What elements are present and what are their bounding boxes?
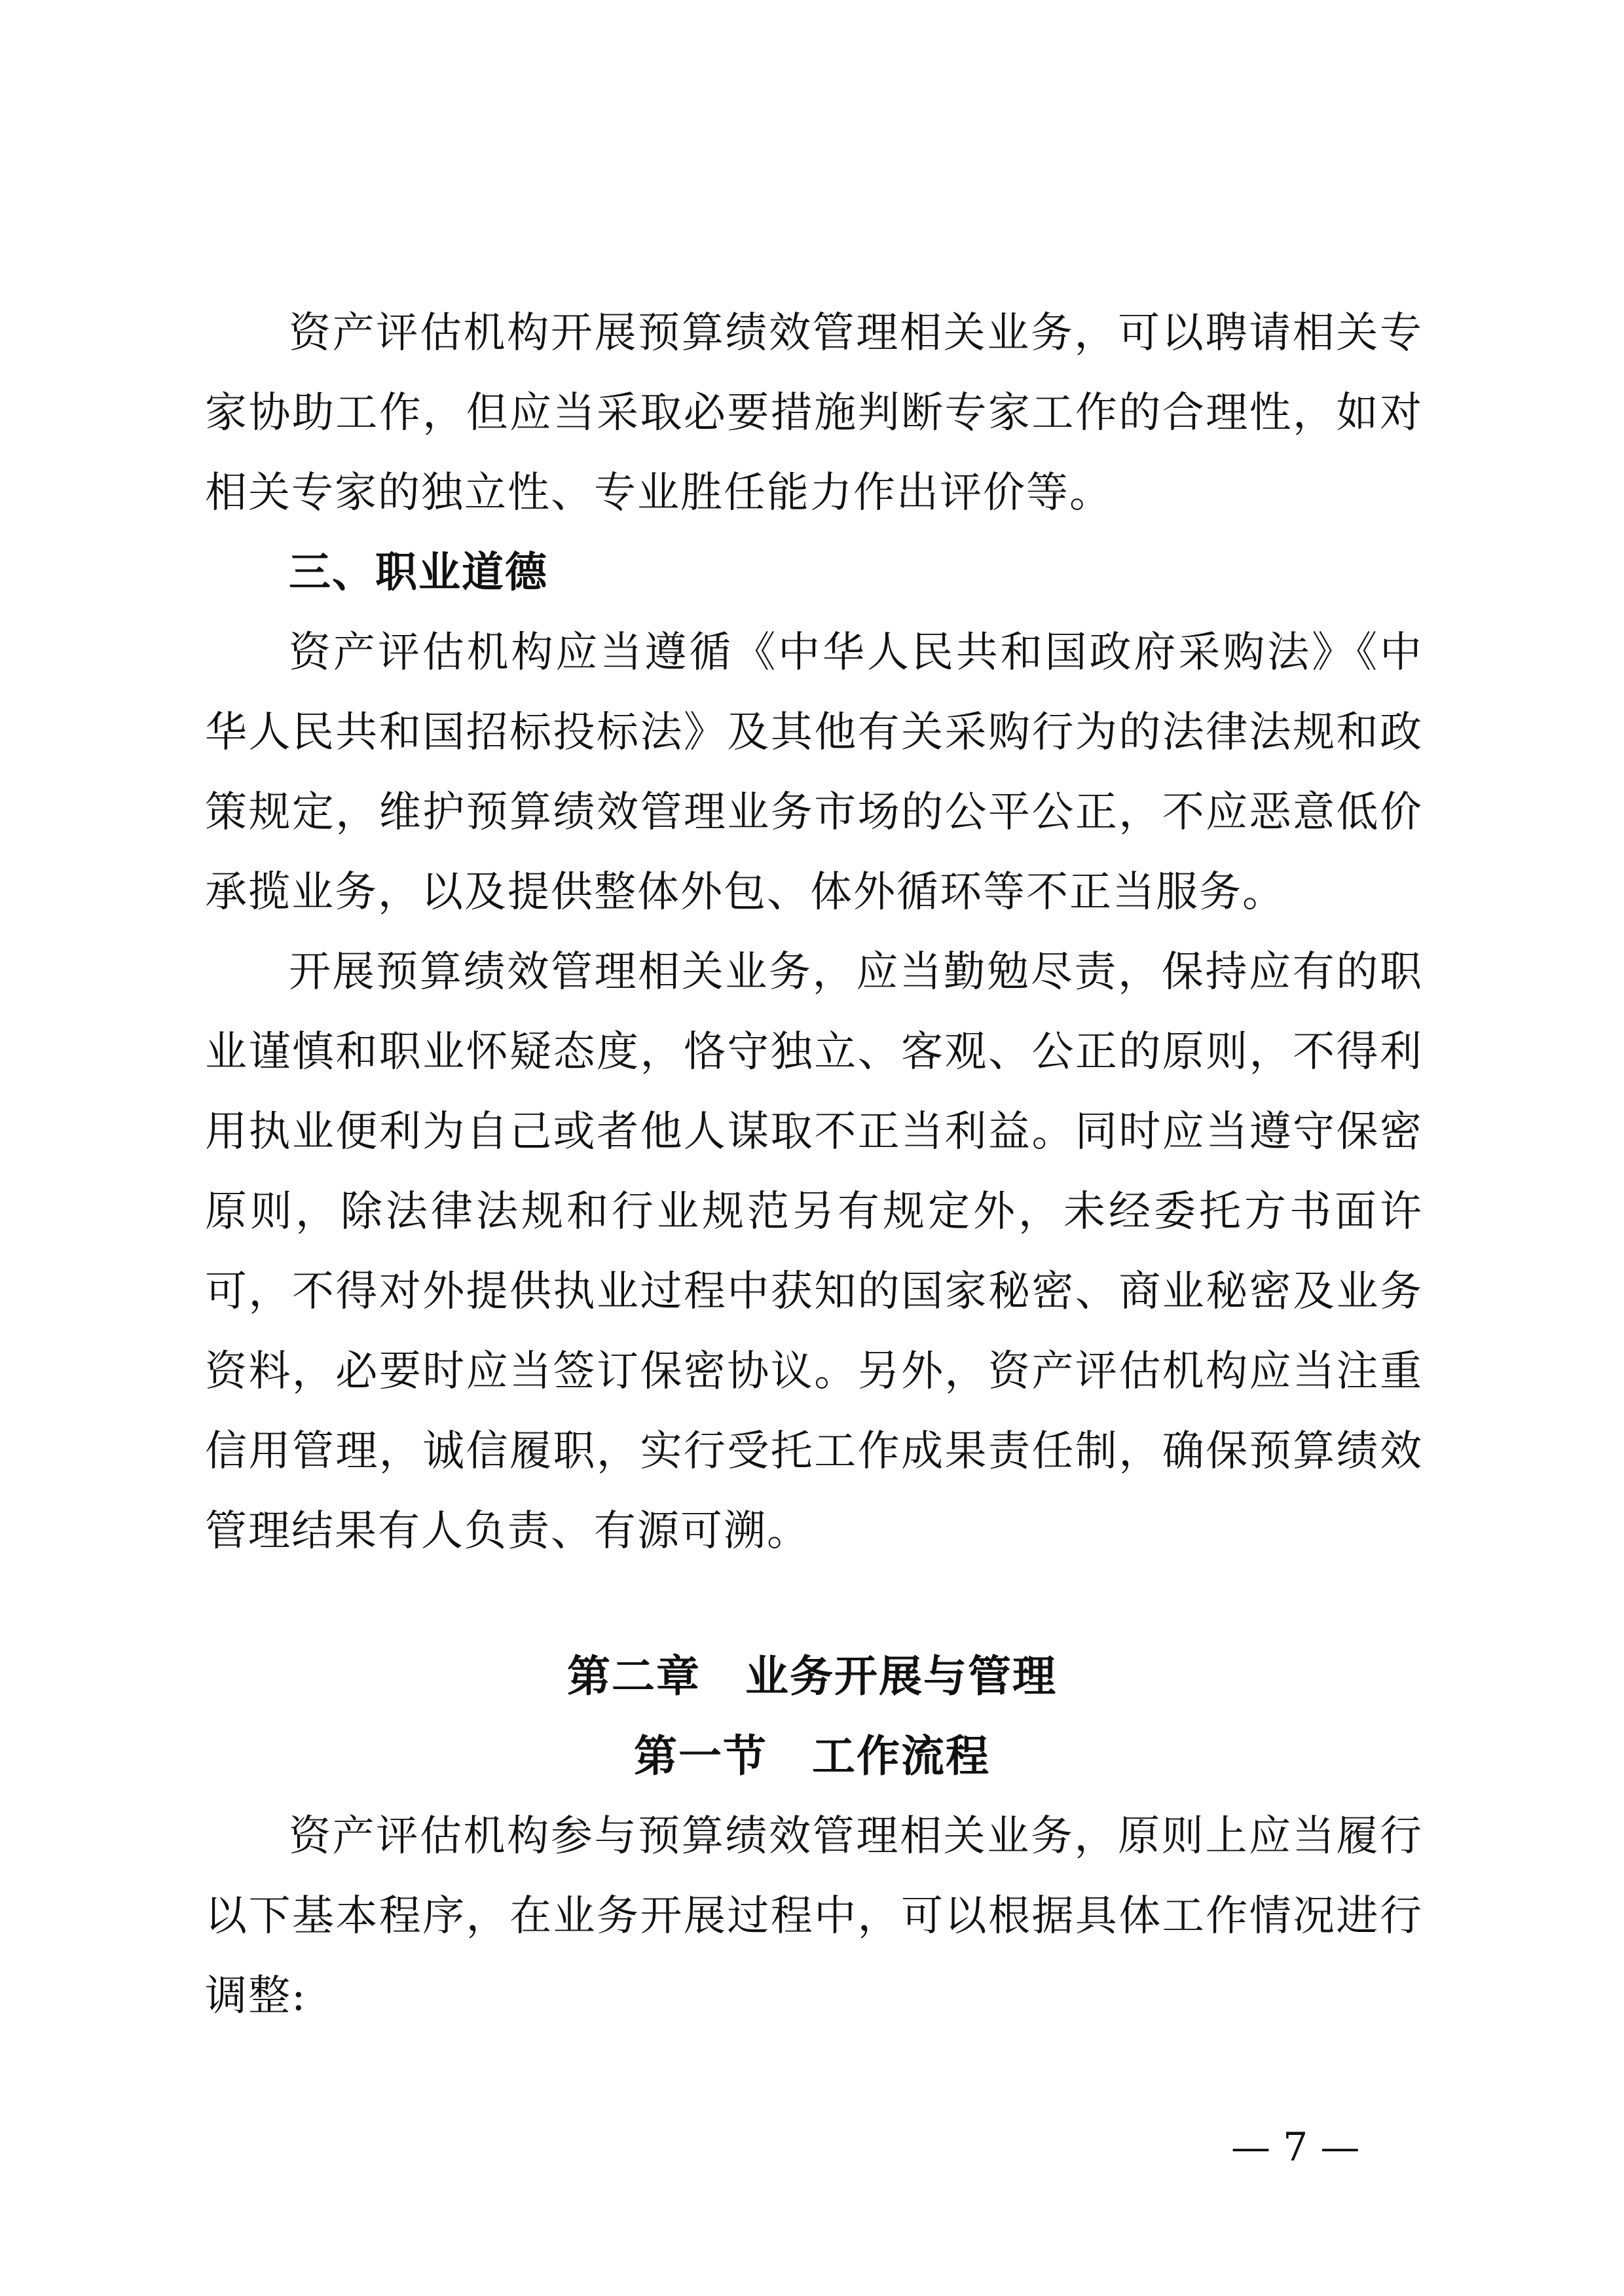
paragraph-procurement-law: 资产评估机构应当遵循《中华人民共和国政府采购法》《中华人民共和国招标投标法》及其他有关采购行为的法律法规和政策规定，维护预算绩效管理业务市场的公平公正，不应恶意低价承揽业务，以及提供整体外包、体外循环等不正当服务。 [205,629,1423,917]
section-title: 第一节 工作流程 [634,1731,990,1781]
heading-professional-ethics: 三、职业道德 [289,549,548,597]
chapter-title: 第二章 业务开展与管理 [567,1651,1057,1702]
paragraph-basic-procedures: 资产评估机构参与预算绩效管理相关业务，原则上应当履行以下基本程序，在业务开展过程中，可以根据具体工作情况进行调整: [205,1812,1423,2020]
paragraph-expert-assistance: 资产评估机构开展预算绩效管理相关业务，可以聘请相关专家协助工作，但应当采取必要措施判断专家工作的合理性，如对相关专家的独立性、专业胜任能力作出评价等。 [205,309,1423,517]
paragraph-diligence-confidentiality: 开展预算绩效管理相关业务，应当勤勉尽责，保持应有的职业谨慎和职业怀疑态度，恪守独立、客观、公正的原则，不得利用执业便利为自己或者他人谋取不正当利益。同时应当遵守保密原则，除法律法规和行业规范另有规定外，未经委托方书面许可，不得对外提供执业过程中获知的国家秘密、商业秘密及业务资料，必要时应当签订保密协议。另外，资产评估机构应当注重信用管理，诚信履职，实行受托工作成果责任制，确保预算绩效管理结果有人负责、有源可溯。 [205,948,1423,1556]
page-number: — 7 — [1231,2124,1360,2170]
